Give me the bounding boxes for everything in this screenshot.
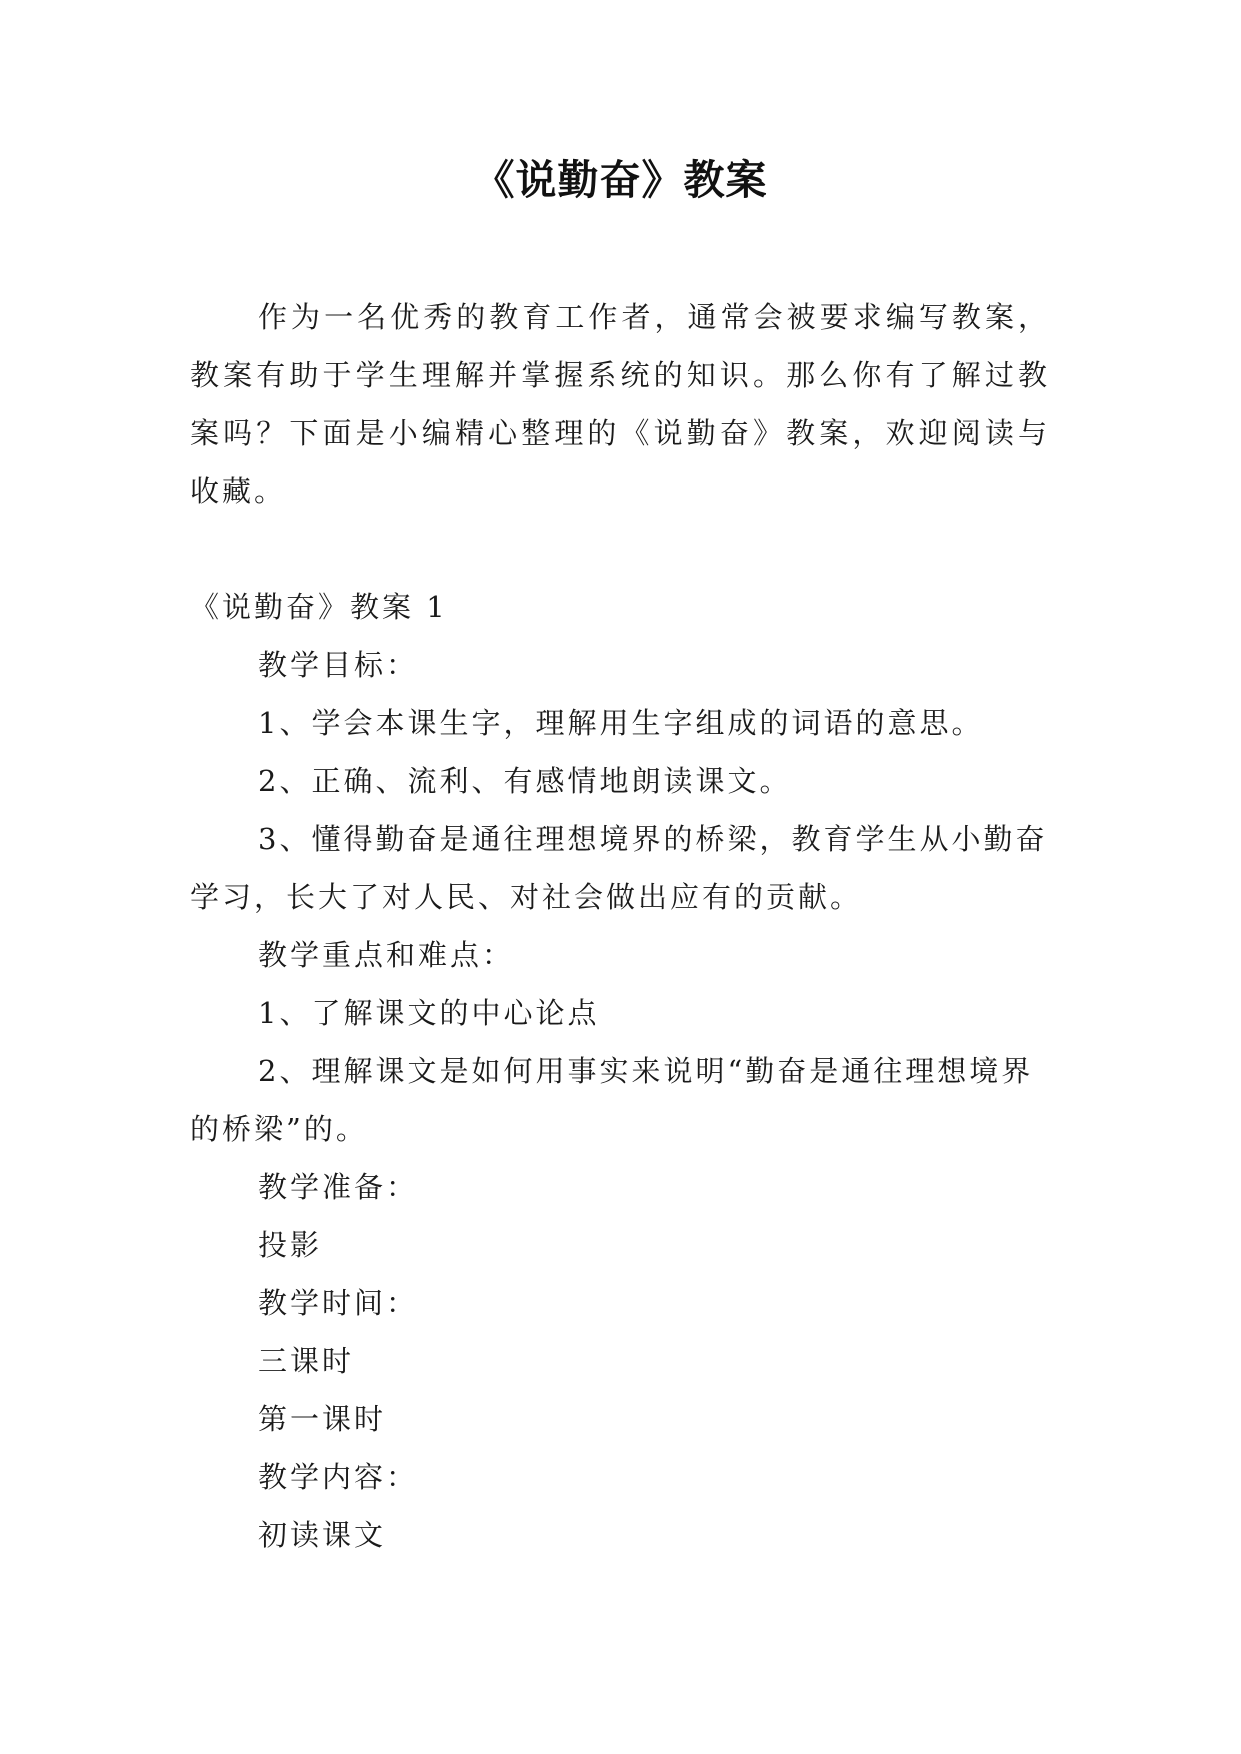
- teaching-goals-label: 教学目标：: [258, 648, 419, 682]
- key-point-item-1: 1、了解课文的中心论点: [258, 996, 600, 1030]
- teaching-content-value: 初读课文: [258, 1518, 387, 1552]
- key-point-item-2: 2、理解课文是如何用事实来说明“勤奋是通往理想境界的桥梁”的。: [190, 1054, 1034, 1146]
- document-title: 《说勤奋》教案: [473, 156, 768, 204]
- preparation-label: 教学准备：: [258, 1170, 419, 1204]
- first-lesson-heading: 第一课时: [258, 1402, 387, 1436]
- teaching-time-label: 教学时间：: [258, 1286, 419, 1320]
- lesson-plan-section: [190, 578, 1050, 1564]
- section-heading: 《说勤奋》教案 1: [190, 590, 448, 624]
- preparation-value: 投影: [258, 1228, 323, 1262]
- key-points-label: 教学重点和难点：: [258, 938, 515, 972]
- teaching-content-label: 教学内容：: [258, 1460, 419, 1494]
- goal-item-3: 3、懂得勤奋是通往理想境界的桥梁，教育学生从小勤奋学习，长大了对人民、对社会做出应有的贡献。: [190, 822, 1048, 914]
- intro-paragraph: 作为一名优秀的教育工作者，通常会被要求编写教案，教案有助于学生理解并掌握系统的知识。那么你有了解过教案吗？下面是小编精心整理的《说勤奋》教案，欢迎阅读与收藏。: [190, 300, 1050, 508]
- teaching-time-value: 三课时: [258, 1344, 355, 1378]
- goal-item-2: 2、正确、流利、有感情地朗读课文。: [258, 764, 792, 798]
- goal-item-1: 1、学会本课生字，理解用生字组成的词语的意思。: [258, 706, 984, 740]
